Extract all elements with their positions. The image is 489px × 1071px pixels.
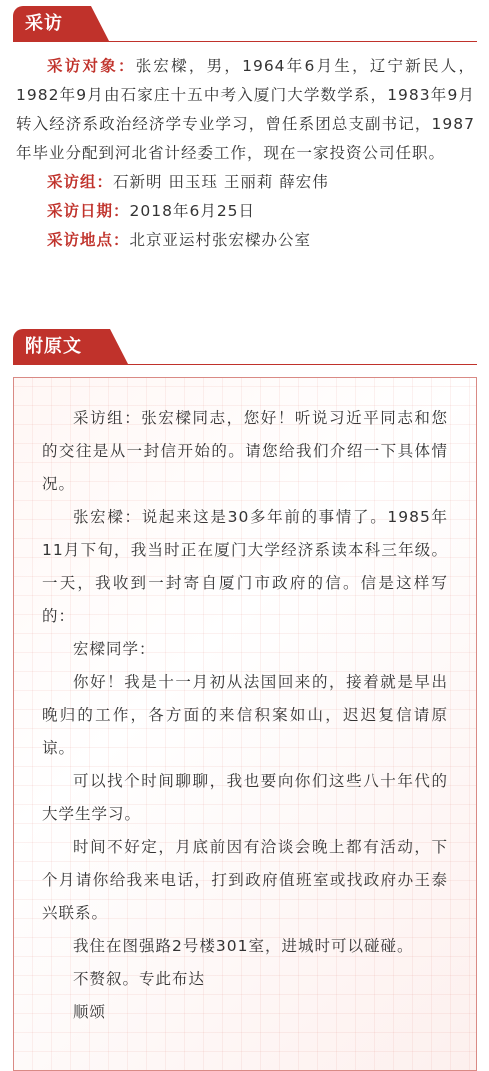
original-header-rule — [13, 364, 477, 365]
place-label: 采访地点： — [47, 231, 130, 249]
interview-info — [16, 52, 475, 255]
original-section-header — [13, 329, 477, 365]
original-tab: 附原文 — [13, 329, 110, 364]
interview-group — [16, 168, 475, 197]
paragraph: 张宏樑：说起来这是30多年前的事情了。1985年11月下旬，我当时正在厦门大学经济系读本科三年级。一天，我收到一封寄自厦门市政府的信。信是这样写的： — [42, 508, 448, 625]
original-text — [42, 402, 448, 1029]
group-label: 采访组： — [47, 173, 114, 191]
paragraph: 顺颂 — [73, 1003, 107, 1021]
date-text: 2018年6月25日 — [129, 202, 256, 220]
paragraph: 不赘叙。专此布达 — [73, 970, 206, 988]
interview-subject — [16, 52, 475, 168]
date-label: 采访日期： — [47, 202, 130, 220]
place-text: 北京亚运村张宏樑办公室 — [129, 231, 312, 249]
subject-text: 张宏樑，男，1964年6月生，辽宁新民人，1982年9月由石家庄十五中考入厦门大学数学系，1983年9月转入经济系政治经济学专业学习，曾任系团总支副书记，1987年毕业分配到河北省计经委工作，现在一家投资公司任职。 — [16, 57, 475, 162]
subject-label: 采访对象： — [47, 57, 136, 75]
paragraph: 采访组：张宏樑同志，您好！听说习近平同志和您的交往是从一封信开始的。请您给我们介绍一下具体情况。 — [42, 409, 448, 493]
interview-place — [16, 226, 475, 255]
paragraph: 时间不好定，月底前因有洽谈会晚上都有活动，下个月请你给我来电话，打到政府值班室或找政府办王泰兴联系。 — [42, 838, 448, 922]
interview-date — [16, 197, 475, 226]
paragraph: 可以找个时间聊聊，我也要向你们这些八十年代的大学生学习。 — [42, 772, 448, 823]
group-text: 石新明 田玉珏 王丽莉 薛宏伟 — [113, 173, 329, 191]
interview-tab: 采访 — [13, 6, 91, 41]
paragraph: 你好！我是十一月初从法国回来的，接着就是早出晚归的工作，各方面的来信积案如山，迟迟复信请原谅。 — [42, 673, 448, 757]
interview-header-rule — [13, 41, 477, 42]
interview-section-header — [13, 6, 477, 42]
paragraph: 宏樑同学： — [73, 640, 156, 658]
original-text-box — [13, 377, 477, 1071]
paragraph: 我住在图强路2号楼301室，进城时可以碰碰。 — [73, 937, 414, 955]
